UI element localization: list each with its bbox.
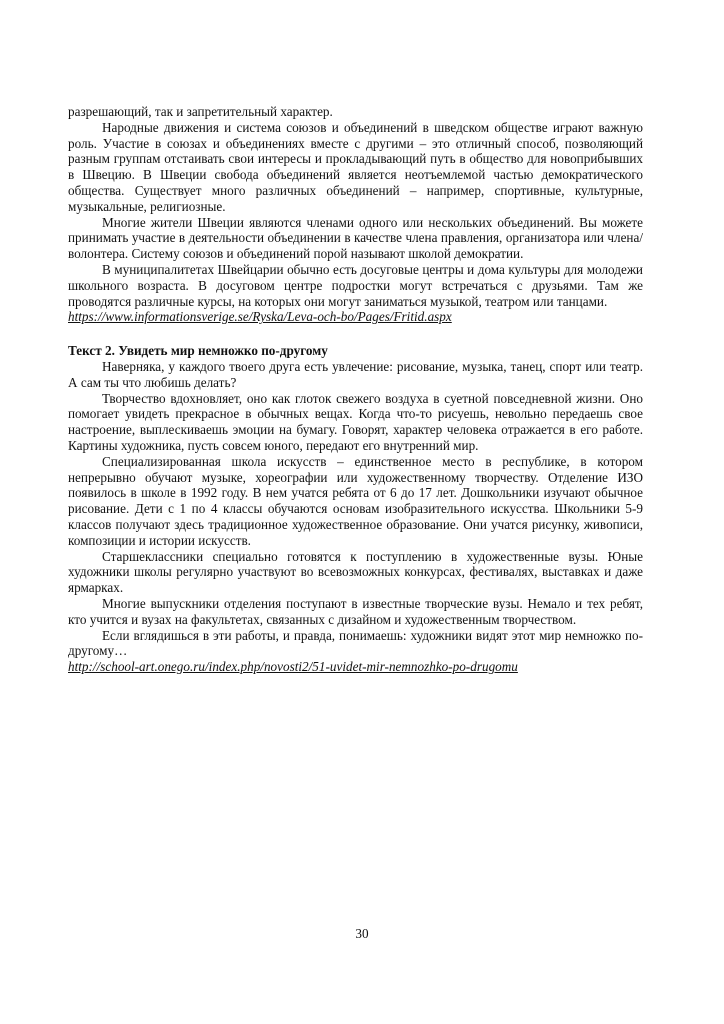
paragraph-art-school: Специализированная школа искусств – единственное место в республике, в котором непрерывно обучают музыке, хореографии или художественному творчеству. Отделение ИЗО появилось в школе в 1992 году. В нем учатся ребята от 6 до 17 лет. Дошкольники изучают обычное рисование. Дети с 1 по 4 классы обучаются основам изобразительного искусства. Школьники 5-9 классов получают здесь традиционное художественное образование. Они учатся рисунку, живописи, композиции и истории искусств. <box>68 453 643 548</box>
paragraph-associations: Народные движения и система союзов и объединений в шведском обществе играют важную роль. Участие в союзах и объединениях вместе с другими – это отличный способ, позволяющий разным группам отстаивать свои интересы и прокладывающий путь в общество для новоприбывших в Швецию. В Швеции свобода объединений является неотъемлемой частью демократического общества. Существует много различных объединений – например, спортивные, культурные, музыкальные, религиозные. <box>68 119 643 214</box>
paragraph-members: Многие жители Швеции являются членами одного или нескольких объединений. Вы можете принимать участие в деятельности объединении в качестве члена правления, организатора или члена/волонтера. Систему союзов и объединений порой называют школой демократии. <box>68 214 643 262</box>
paragraph-continuation: разрешающий, так и запретительный характер. <box>68 104 333 119</box>
section-heading-text-2: Текст 2. Увидеть мир немножко по-другому <box>68 343 328 359</box>
paragraph-conclusion: Если вглядишься в эти работы, и правда, понимаешь: художники видят этот мир немножко по-другому… <box>68 627 643 659</box>
paragraph-creativity: Творчество вдохновляет, оно как глоток свежего воздуха в суетной повседневной жизни. Оно помогает увидеть прекрасное в обычных вещах. Когда что-то рисуешь, невольно передаешь свое настроение, выплескиваешь эмоции на бумагу. Говорят, характер человека отражается в его работе. Картины художника, пусть совсем юного, передают его внутренний мир. <box>68 390 643 453</box>
paragraph-graduates: Многие выпускники отделения поступают в известные творческие вузы. Немало и тех ребят, кто учится и вузах на факультетах, связанных с дизайном и художественным творчеством. <box>68 595 643 627</box>
source-link-informationsverige[interactable]: https://www.informationsverige.se/Ryska/Leva-och-bo/Pages/Fritid.aspx <box>68 309 452 325</box>
source-link-school-art[interactable]: http://school-art.onego.ru/index.php/novosti2/51-uvidet-mir-nemnozhko-po-drugomu <box>68 659 518 675</box>
paragraph-leisure-centers: В муниципалитетах Швейцарии обычно есть досуговые центры и дома культуры для молодежи школьного возраста. В досуговом центре подростки могут встречаться с друзьями. Там же проводятся различные курсы, на которых они могут заниматься музыкой, театром или танцами. <box>68 261 643 309</box>
paragraph-hobbies: Наверняка, у каждого твоего друга есть увлечение: рисование, музыка, танец, спорт или театр. А сам ты что любишь делать? <box>68 358 643 390</box>
document-page <box>68 104 643 675</box>
paragraph-seniors: Старшеклассники специально готовятся к поступлению в художественные вузы. Юные художники школы регулярно участвуют во всевозможных конкурсах, фестивалях, выставках и даже ярмарках. <box>68 548 643 596</box>
page-number: 30 <box>355 926 369 941</box>
